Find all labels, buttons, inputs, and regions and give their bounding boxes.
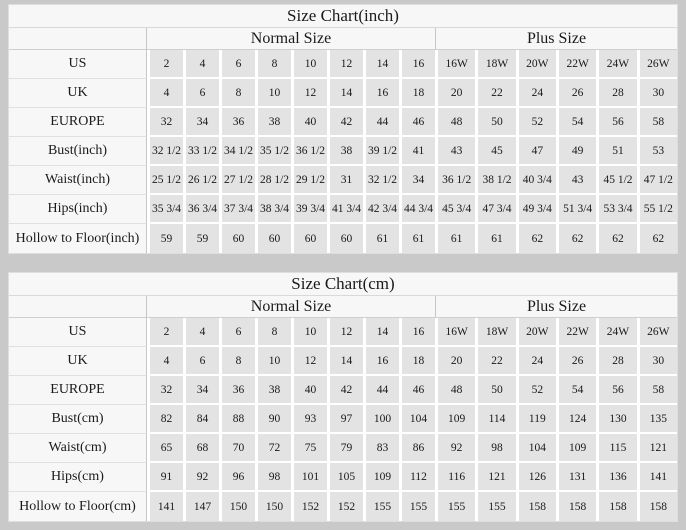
size-value-cell: 14 (327, 79, 363, 108)
row-label: UK (9, 347, 147, 376)
size-value-cell: 31 (327, 166, 363, 195)
table-row (9, 492, 677, 521)
table-row (9, 376, 677, 405)
size-value-cell: 12 (291, 79, 327, 108)
size-value-cell: 8 (219, 347, 255, 376)
size-value-cell: 40 3/4 (516, 166, 556, 195)
size-value-cell: 92 (435, 434, 475, 463)
size-value-cell: 119 (516, 405, 556, 434)
size-value-cell: 24W (596, 318, 636, 347)
size-value-cell: 26 (556, 347, 596, 376)
size-value-cell: 22 (475, 79, 515, 108)
title-row (9, 5, 677, 28)
size-value-cell: 47 3/4 (475, 195, 515, 224)
size-value-cell: 34 1/2 (219, 137, 255, 166)
size-value-cell: 58 (637, 108, 677, 137)
size-value-cell: 56 (596, 108, 636, 137)
size-value-cell: 27 1/2 (219, 166, 255, 195)
size-value-cell: 14 (327, 347, 363, 376)
size-value-cell: 6 (183, 79, 219, 108)
size-chart-inch-panel (8, 4, 678, 254)
size-value-cell: 10 (255, 79, 291, 108)
size-value-cell: 26W (637, 50, 677, 79)
table-row (9, 137, 677, 166)
size-value-cell: 112 (399, 463, 435, 492)
plus-size-header: Plus Size (435, 296, 677, 318)
size-value-cell: 65 (147, 434, 183, 463)
size-value-cell: 93 (291, 405, 327, 434)
size-value-cell: 39 1/2 (363, 137, 399, 166)
section-header-row (9, 28, 677, 50)
size-value-cell: 26 1/2 (183, 166, 219, 195)
size-value-cell: 12 (327, 50, 363, 79)
size-value-cell: 28 (596, 79, 636, 108)
size-value-cell: 53 3/4 (596, 195, 636, 224)
size-value-cell: 84 (183, 405, 219, 434)
size-value-cell: 28 (596, 347, 636, 376)
size-value-cell: 104 (399, 405, 435, 434)
table-row (9, 224, 677, 253)
table-row (9, 463, 677, 492)
size-value-cell: 130 (596, 405, 636, 434)
size-value-cell: 39 3/4 (291, 195, 327, 224)
size-value-cell: 136 (596, 463, 636, 492)
row-label: UK (9, 79, 147, 108)
size-value-cell: 16W (435, 318, 475, 347)
size-value-cell: 60 (291, 224, 327, 253)
size-value-cell: 41 3/4 (327, 195, 363, 224)
size-value-cell: 34 (399, 166, 435, 195)
size-value-cell: 8 (219, 79, 255, 108)
size-value-cell: 55 1/2 (637, 195, 677, 224)
size-value-cell: 22 (475, 347, 515, 376)
size-value-cell: 44 (363, 108, 399, 137)
size-value-cell: 155 (363, 492, 399, 521)
size-value-cell: 52 (516, 108, 556, 137)
size-value-cell: 158 (637, 492, 677, 521)
size-value-cell: 43 (435, 137, 475, 166)
size-value-cell: 16W (435, 50, 475, 79)
size-value-cell: 121 (637, 434, 677, 463)
corner-cell (9, 296, 147, 318)
row-label: US (9, 318, 147, 347)
size-value-cell: 6 (183, 347, 219, 376)
size-value-cell: 32 (147, 376, 183, 405)
size-value-cell: 109 (363, 463, 399, 492)
size-value-cell: 14 (363, 318, 399, 347)
size-value-cell: 61 (475, 224, 515, 253)
size-value-cell: 49 (556, 137, 596, 166)
size-value-cell: 62 (556, 224, 596, 253)
size-value-cell: 116 (435, 463, 475, 492)
size-value-cell: 43 (556, 166, 596, 195)
size-value-cell: 155 (435, 492, 475, 521)
size-value-cell: 48 (435, 376, 475, 405)
size-value-cell: 20 (435, 347, 475, 376)
size-value-cell: 24 (516, 79, 556, 108)
size-value-cell: 10 (291, 50, 327, 79)
size-value-cell: 46 (399, 108, 435, 137)
size-value-cell: 30 (637, 347, 677, 376)
size-value-cell: 54 (556, 376, 596, 405)
size-value-cell: 44 3/4 (399, 195, 435, 224)
size-value-cell: 2 (147, 318, 183, 347)
size-value-cell: 44 (363, 376, 399, 405)
size-value-cell: 114 (475, 405, 515, 434)
size-value-cell: 2 (147, 50, 183, 79)
size-value-cell: 26 (556, 79, 596, 108)
size-value-cell: 46 (399, 376, 435, 405)
size-value-cell: 6 (219, 318, 255, 347)
size-value-cell: 45 3/4 (435, 195, 475, 224)
size-value-cell: 18 (399, 347, 435, 376)
size-value-cell: 61 (399, 224, 435, 253)
table-row (9, 195, 677, 224)
size-value-cell: 97 (327, 405, 363, 434)
size-value-cell: 29 1/2 (291, 166, 327, 195)
size-value-cell: 18W (475, 318, 515, 347)
size-value-cell: 53 (637, 137, 677, 166)
size-value-cell: 38 3/4 (255, 195, 291, 224)
size-value-cell: 152 (327, 492, 363, 521)
size-value-cell: 141 (637, 463, 677, 492)
size-value-cell: 41 (399, 137, 435, 166)
size-value-cell: 38 1/2 (475, 166, 515, 195)
size-value-cell: 75 (291, 434, 327, 463)
size-value-cell: 109 (435, 405, 475, 434)
size-value-cell: 25 1/2 (147, 166, 183, 195)
size-value-cell: 49 3/4 (516, 195, 556, 224)
size-value-cell: 135 (637, 405, 677, 434)
size-value-cell: 48 (435, 108, 475, 137)
row-label: Waist(cm) (9, 434, 147, 463)
size-value-cell: 8 (255, 50, 291, 79)
size-value-cell: 100 (363, 405, 399, 434)
table-row (9, 434, 677, 463)
size-value-cell: 40 (291, 376, 327, 405)
size-value-cell: 58 (637, 376, 677, 405)
size-value-cell: 33 1/2 (183, 137, 219, 166)
size-value-cell: 152 (291, 492, 327, 521)
size-value-cell: 62 (596, 224, 636, 253)
size-value-cell: 28 1/2 (255, 166, 291, 195)
table-title: Size Chart(cm) (9, 273, 677, 296)
size-value-cell: 35 3/4 (147, 195, 183, 224)
size-value-cell: 36 1/2 (291, 137, 327, 166)
size-value-cell: 22W (556, 318, 596, 347)
table-row (9, 50, 677, 79)
size-value-cell: 32 1/2 (147, 137, 183, 166)
size-value-cell: 10 (291, 318, 327, 347)
size-value-cell: 16 (399, 318, 435, 347)
size-chart-cm-table (9, 273, 677, 521)
size-value-cell: 51 (596, 137, 636, 166)
row-label: EUROPE (9, 376, 147, 405)
title-row (9, 273, 677, 296)
plus-size-header: Plus Size (435, 28, 677, 50)
table-row (9, 347, 677, 376)
table-title: Size Chart(inch) (9, 5, 677, 28)
size-value-cell: 24 (516, 347, 556, 376)
table-row (9, 79, 677, 108)
size-value-cell: 60 (255, 224, 291, 253)
size-value-cell: 50 (475, 376, 515, 405)
size-value-cell: 36 1/2 (435, 166, 475, 195)
size-value-cell: 60 (327, 224, 363, 253)
size-value-cell: 59 (147, 224, 183, 253)
size-value-cell: 105 (327, 463, 363, 492)
row-label: EUROPE (9, 108, 147, 137)
size-value-cell: 40 (291, 108, 327, 137)
size-value-cell: 36 3/4 (183, 195, 219, 224)
size-value-cell: 115 (596, 434, 636, 463)
row-label: Bust(inch) (9, 137, 147, 166)
size-value-cell: 20W (516, 50, 556, 79)
size-value-cell: 47 (516, 137, 556, 166)
size-value-cell: 12 (291, 347, 327, 376)
size-value-cell: 54 (556, 108, 596, 137)
size-value-cell: 47 1/2 (637, 166, 677, 195)
size-value-cell: 16 (399, 50, 435, 79)
size-value-cell: 38 (255, 376, 291, 405)
size-value-cell: 38 (327, 137, 363, 166)
size-value-cell: 155 (399, 492, 435, 521)
size-value-cell: 141 (147, 492, 183, 521)
size-value-cell: 12 (327, 318, 363, 347)
table-row (9, 108, 677, 137)
size-value-cell: 91 (147, 463, 183, 492)
size-value-cell: 30 (637, 79, 677, 108)
size-value-cell: 124 (556, 405, 596, 434)
size-chart-cm-panel (8, 272, 678, 522)
row-label: Bust(cm) (9, 405, 147, 434)
row-label: Hips(inch) (9, 195, 147, 224)
size-value-cell: 90 (255, 405, 291, 434)
size-value-cell: 10 (255, 347, 291, 376)
size-value-cell: 50 (475, 108, 515, 137)
size-value-cell: 60 (219, 224, 255, 253)
row-label: Hollow to Floor(cm) (9, 492, 147, 521)
size-value-cell: 42 (327, 376, 363, 405)
size-value-cell: 158 (516, 492, 556, 521)
size-value-cell: 68 (183, 434, 219, 463)
size-value-cell: 26W (637, 318, 677, 347)
size-value-cell: 121 (475, 463, 515, 492)
size-value-cell: 59 (183, 224, 219, 253)
row-label: Hollow to Floor(inch) (9, 224, 147, 253)
size-value-cell: 52 (516, 376, 556, 405)
table-row (9, 166, 677, 195)
size-value-cell: 147 (183, 492, 219, 521)
size-value-cell: 150 (219, 492, 255, 521)
row-label: Waist(inch) (9, 166, 147, 195)
size-value-cell: 83 (363, 434, 399, 463)
size-value-cell: 32 (147, 108, 183, 137)
size-value-cell: 14 (363, 50, 399, 79)
size-value-cell: 4 (147, 79, 183, 108)
size-value-cell: 36 (219, 376, 255, 405)
size-value-cell: 45 (475, 137, 515, 166)
size-value-cell: 45 1/2 (596, 166, 636, 195)
size-value-cell: 4 (183, 50, 219, 79)
section-header-row (9, 296, 677, 318)
size-value-cell: 20W (516, 318, 556, 347)
size-value-cell: 4 (183, 318, 219, 347)
size-value-cell: 24W (596, 50, 636, 79)
corner-cell (9, 28, 147, 50)
size-value-cell: 101 (291, 463, 327, 492)
size-value-cell: 98 (475, 434, 515, 463)
size-value-cell: 56 (596, 376, 636, 405)
size-value-cell: 16 (363, 347, 399, 376)
size-value-cell: 16 (363, 79, 399, 108)
size-value-cell: 62 (516, 224, 556, 253)
size-value-cell: 42 (327, 108, 363, 137)
size-chart-inch-table (9, 5, 677, 253)
size-value-cell: 158 (556, 492, 596, 521)
size-value-cell: 6 (219, 50, 255, 79)
normal-size-header: Normal Size (147, 296, 435, 318)
size-value-cell: 34 (183, 376, 219, 405)
size-value-cell: 34 (183, 108, 219, 137)
size-value-cell: 18 (399, 79, 435, 108)
size-value-cell: 109 (556, 434, 596, 463)
size-value-cell: 88 (219, 405, 255, 434)
size-value-cell: 37 3/4 (219, 195, 255, 224)
table-row (9, 318, 677, 347)
size-value-cell: 126 (516, 463, 556, 492)
size-value-cell: 32 1/2 (363, 166, 399, 195)
size-value-cell: 51 3/4 (556, 195, 596, 224)
size-value-cell: 72 (255, 434, 291, 463)
row-label: US (9, 50, 147, 79)
size-value-cell: 98 (255, 463, 291, 492)
size-value-cell: 62 (637, 224, 677, 253)
size-value-cell: 61 (363, 224, 399, 253)
size-value-cell: 36 (219, 108, 255, 137)
size-value-cell: 92 (183, 463, 219, 492)
size-value-cell: 131 (556, 463, 596, 492)
size-value-cell: 150 (255, 492, 291, 521)
size-value-cell: 79 (327, 434, 363, 463)
size-value-cell: 158 (596, 492, 636, 521)
size-value-cell: 96 (219, 463, 255, 492)
size-value-cell: 104 (516, 434, 556, 463)
size-value-cell: 86 (399, 434, 435, 463)
size-value-cell: 4 (147, 347, 183, 376)
table-row (9, 405, 677, 434)
normal-size-header: Normal Size (147, 28, 435, 50)
size-value-cell: 22W (556, 50, 596, 79)
row-label: Hips(cm) (9, 463, 147, 492)
size-value-cell: 61 (435, 224, 475, 253)
size-value-cell: 20 (435, 79, 475, 108)
size-value-cell: 8 (255, 318, 291, 347)
size-value-cell: 70 (219, 434, 255, 463)
size-value-cell: 155 (475, 492, 515, 521)
size-value-cell: 42 3/4 (363, 195, 399, 224)
size-value-cell: 38 (255, 108, 291, 137)
size-value-cell: 35 1/2 (255, 137, 291, 166)
size-value-cell: 18W (475, 50, 515, 79)
size-value-cell: 82 (147, 405, 183, 434)
